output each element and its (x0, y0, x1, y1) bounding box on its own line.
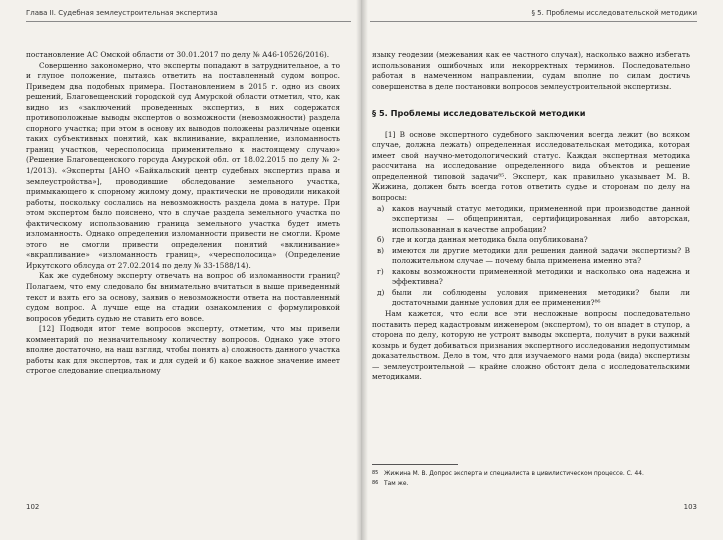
list-item: г) каковы возможности примененной методики и насколько она надежна и эффективна? (377, 266, 690, 287)
footnote-86: 86 Там же. (372, 479, 409, 487)
header-rule-right (370, 21, 697, 22)
section-heading: § 5. Проблемы исследовательской методики (372, 108, 586, 119)
paragraph-examples: Совершенно закономерно, что эксперты попадают в затруднительное, а то и глупое положение, пытаясь ответить на поставленный судом вопрос. Приведем два подобных примера. Постановлением в 2015 г. одно из своих решений, Благовещенский городской суд Амурской области отметил, что, как видно из «заключений проведенных экспертиз, в них содержатся противоположные выводы экспертов о возможности (невозможности) раздела спорного участка; при этом в основу их выводов положены различные оценки таких субъективных понятий, как вклинивание, вкрапление, изломанность границ участков, чересполосица применительно к настоящему случаю» (Решение Благовещенского горсуда Амурской обл. от 18.02.2015 по делу № 2-1/2013). «Эксперты [АНО «Байкальский центр судебных экспертиз права и землеустройства»], проводившие обследование земельного участка, примыкающего к спорному жилому дому, практически не проводили никакой работы, поскольку сослались на невозможность раздела дома в натуре. При этом экспертом было пояснено, что в случае раздела земельного участка по фактическому использованию граница земельного участка будет иметь изломанность. Однако определения изломанности привести не смогли. Кроме этого не смогли привести определения понятий «вклинивание» «вкрапливание» «изломанность границ», «чересполосица» (Определение Иркутского облсуда от 27.02.2014 по делу № 33-1588/14). (26, 60, 340, 270)
header-rule-left (26, 21, 351, 22)
paragraph-continuation: постановление АС Омской области от 30.01.2017 по делу № А46-10526/2016). (26, 50, 330, 59)
left-body-text (26, 50, 340, 377)
paragraph-summary-12: [12] Подводя итог теме вопросов эксперту, отметим, что мы привели комментарий по незначительному количеству вопросов. Однако уже этого вполне достаточно, на наш взгляд, чтобы понять а) сложность данного участка работы как для экспертов, так и для судей и б) какое важное значение имеет строгое следование специальному (26, 324, 340, 376)
list-item: б) где и когда данная методика была опубликована? (377, 235, 588, 245)
page-number-right: 103 (683, 503, 697, 511)
paragraph-question-answer: Как же судебному эксперту отвечать на вопрос об изломанности границ? Полагаем, что ему следовало бы внимательно вчитаться в выше приведенный текст и взять его за основу, заявив о невозможности ответа на поставленный судом вопрос. А лучше еще на стадии ознакомления с формулировкой вопросов убедить судью не ставить его вовсе. (26, 271, 340, 323)
paragraph-continuation-right: языку геодезии (межевания как ее частного случая), насколько важно избегать использования ошибочных или некорректных терминов. Последовательно работая в намеченном направлении, судам вполне по силам достичь совершенства в деле постановки вопросов землеустроительной экспертизы. (372, 50, 690, 91)
left-page (0, 0, 361, 540)
book-gutter-shadow (356, 0, 368, 540)
footnote-85: 85 Жижина М. В. Допрос эксперта и специалиста в цивилистическом процессе. С. 44. (372, 470, 644, 477)
running-head-right: § 5. Проблемы исследовательской методики (531, 9, 697, 17)
paragraph-conclusion: Нам кажется, что если все эти несложные вопросы последовательно поставить перед кадастровым инженером (экспертом), то он впадет в ступор, а сторона по делу, которую не устроят выводы эксперта, получит в руки важный козырь и будет добиваться признания экспертного исследования недопустимым доказательством. Дело в том, что для изучаемого нами рода (вида) экспертизы — землеустроительной — крайне сложно обстоят дела с исследовательскими методиками. (372, 309, 690, 382)
right-body-text (372, 50, 690, 383)
right-page (362, 0, 723, 540)
footnotes (372, 464, 690, 488)
list-item: а) каков научный статус методики, примененной при производстве данной экспертизы — общепринятая, сертифицированная либо авторская, использованная в качестве апробации? (377, 203, 690, 234)
footnote-rule (372, 464, 458, 465)
paragraph-methodology: [1] В основе экспертного судебного заключения всегда лежит (во всяком случае, должна лежать) определенная исследовательская методика, которая имеет свой научно-методологический статус. Каждая экспертная методика рассчитана на исследование определенного вида объектов и решение определенной типовой задачи⁸⁵. Эксперт, как правильно указывает М. В. Жижина, должен быть всегда готов ответить судье и сторонам по делу на вопросы: (372, 129, 690, 203)
list-item: д) были ли соблюдены условия применения методики? были ли достаточными данные условия для ее применения?⁸⁶ (377, 287, 690, 308)
page-number-left: 102 (26, 503, 40, 511)
question-list (372, 204, 690, 309)
list-item: в) имеются ли другие методики для решения данной задачи экспертизы? В положительном случае — почему была применена именно эта? (377, 245, 690, 266)
running-head-left: Глава II. Судебная землеустроительная экспертиза (26, 9, 218, 17)
